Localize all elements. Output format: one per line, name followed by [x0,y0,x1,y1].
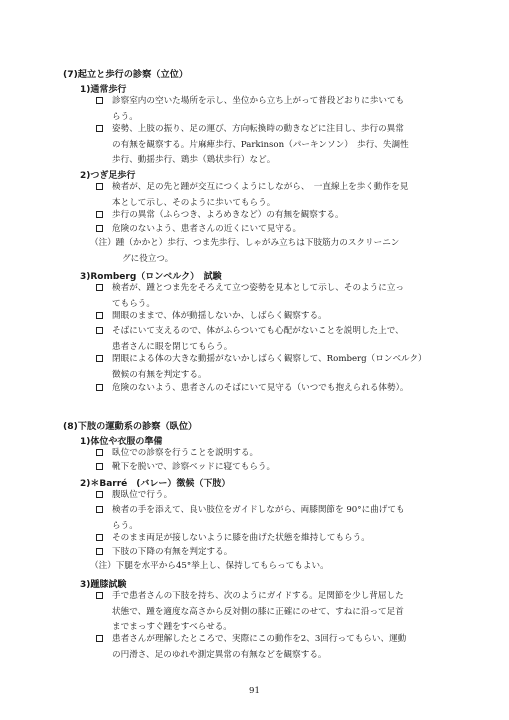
checklist-item: 臥位での診察を行うことを説明する。 [96,446,449,462]
checkbox-icon [96,97,103,104]
note: （注）踵（かかと）歩行、つま先歩行、しゃがみ立ちは下肢筋力のスクリーニン グに役立つ。 [90,238,400,264]
subsection-7-3-title: 3)Romberg（ロンベルク） 試験 [80,272,222,282]
checkbox-icon [96,506,103,513]
checklist-item: そのまま両足が接しないように膝を曲げた状態を維持してもらう。 [96,531,449,547]
checklist-item: 検者が、足の先と踵が交互につくようにしながら、 一直線上を歩く動作を見 本として示し、そのように歩いてもらう。 [96,180,449,211]
note: （注）下腿を水平から45°挙上し、保持してもらってもよい。 [90,561,329,571]
checklist-item: 腹臥位で行う。 [96,488,449,504]
section-7-title: (7)起立と歩行の診察（立位） [63,69,189,80]
checkbox-icon [96,384,103,391]
checklist-item: 閉眼による体の大きな動揺がないかしばらく観察して、Romberg（ロンベルク） 徴候の有無を判定する。 [96,352,449,383]
checklist-item: 靴下を脱いで、診察ベッドに寝てもらう。 [96,460,449,476]
checklist-item: 診察室内の空いた場所を示し、坐位から立ち上がって普段どおりに歩いても らう。 [96,94,449,125]
checklist-item: 危険のないよう、患者さんの近くにいて見守る。 [96,222,449,238]
checkbox-icon [96,548,103,555]
checkbox-icon [96,225,103,232]
checkbox-icon [96,183,103,190]
checklist-item: 検者の手を添えて、良い肢位をガイドしながら、両膝関節を 90°に曲げても らう。 [96,503,449,534]
checkbox-icon [96,125,103,132]
subsection-7-1-title: 1)通常歩行 [80,85,127,95]
checkbox-icon [96,491,103,498]
section-8-title: (8)下肢の運動系の診察（臥位） [63,421,198,432]
checkbox-icon [96,449,103,456]
checkbox-icon [96,355,103,362]
subsection-8-3-title: 3)踵膝試験 [80,580,127,590]
checklist-item: 検者が、踵とつま先をそろえて立つ姿勢を見本として示し、そのように立っ てもらう。 [96,281,449,312]
checkbox-icon [96,284,103,291]
subsection-8-2-title: 2)＊Barré (バレー）徴候（下肢） [80,479,231,489]
checkbox-icon [96,534,103,541]
checkbox-icon [96,211,103,218]
subsection-8-1-title: 1)体位や衣服の準備 [80,437,163,447]
checkbox-icon [96,312,103,319]
checklist-item: 歩行の異常（ふらつき、よろめきなど）の有無を観察する。 [96,208,449,224]
checkbox-icon [96,592,103,599]
subsection-7-2-title: 2)つぎ足歩行 [80,171,136,181]
checkbox-icon [96,635,103,642]
page-number: 91 [249,686,260,696]
checklist-item: 下肢の下降の有無を判定する。 [96,545,449,561]
checklist-item: 患者さんが理解したところで、実際にこの動作を2、3回行ってもらい、運動 の円滑さ、足のゆれや測定異常の有無などを観察する。 [96,632,449,663]
checklist-item: そばにいて支えるので、体がふらついても心配がないことを説明した上で、 患者さんに眼を閉じてもらう。 [96,324,449,355]
checklist-item: 開眼のままで、体が動揺しないか、しばらく観察する。 [96,309,449,325]
checklist-item: 手で患者さんの下肢を持ち、次のようにガイドする。足関節を少し背屈した 状態で、踵を適度な高さから反対側の膝に正確にのせて、すねに沿って足首 までまっすぐ踵をすべらせる。 [96,589,449,636]
checklist-item: 姿勢、上肢の振り、足の運び、方向転換時の動きなどに注目し、歩行の異常 の有無を観察する。片麻痺歩行、Parkinson（パーキンソン） 歩行、失調性 歩行、動揺歩行、鶏歩（鶏状歩行）など。 [96,122,449,169]
checkbox-icon [96,463,103,470]
checklist-item: 危険のないよう、患者さんのそばにいて見守る（いつでも抱えられる体勢）。 [96,381,449,397]
checkbox-icon [96,327,103,334]
